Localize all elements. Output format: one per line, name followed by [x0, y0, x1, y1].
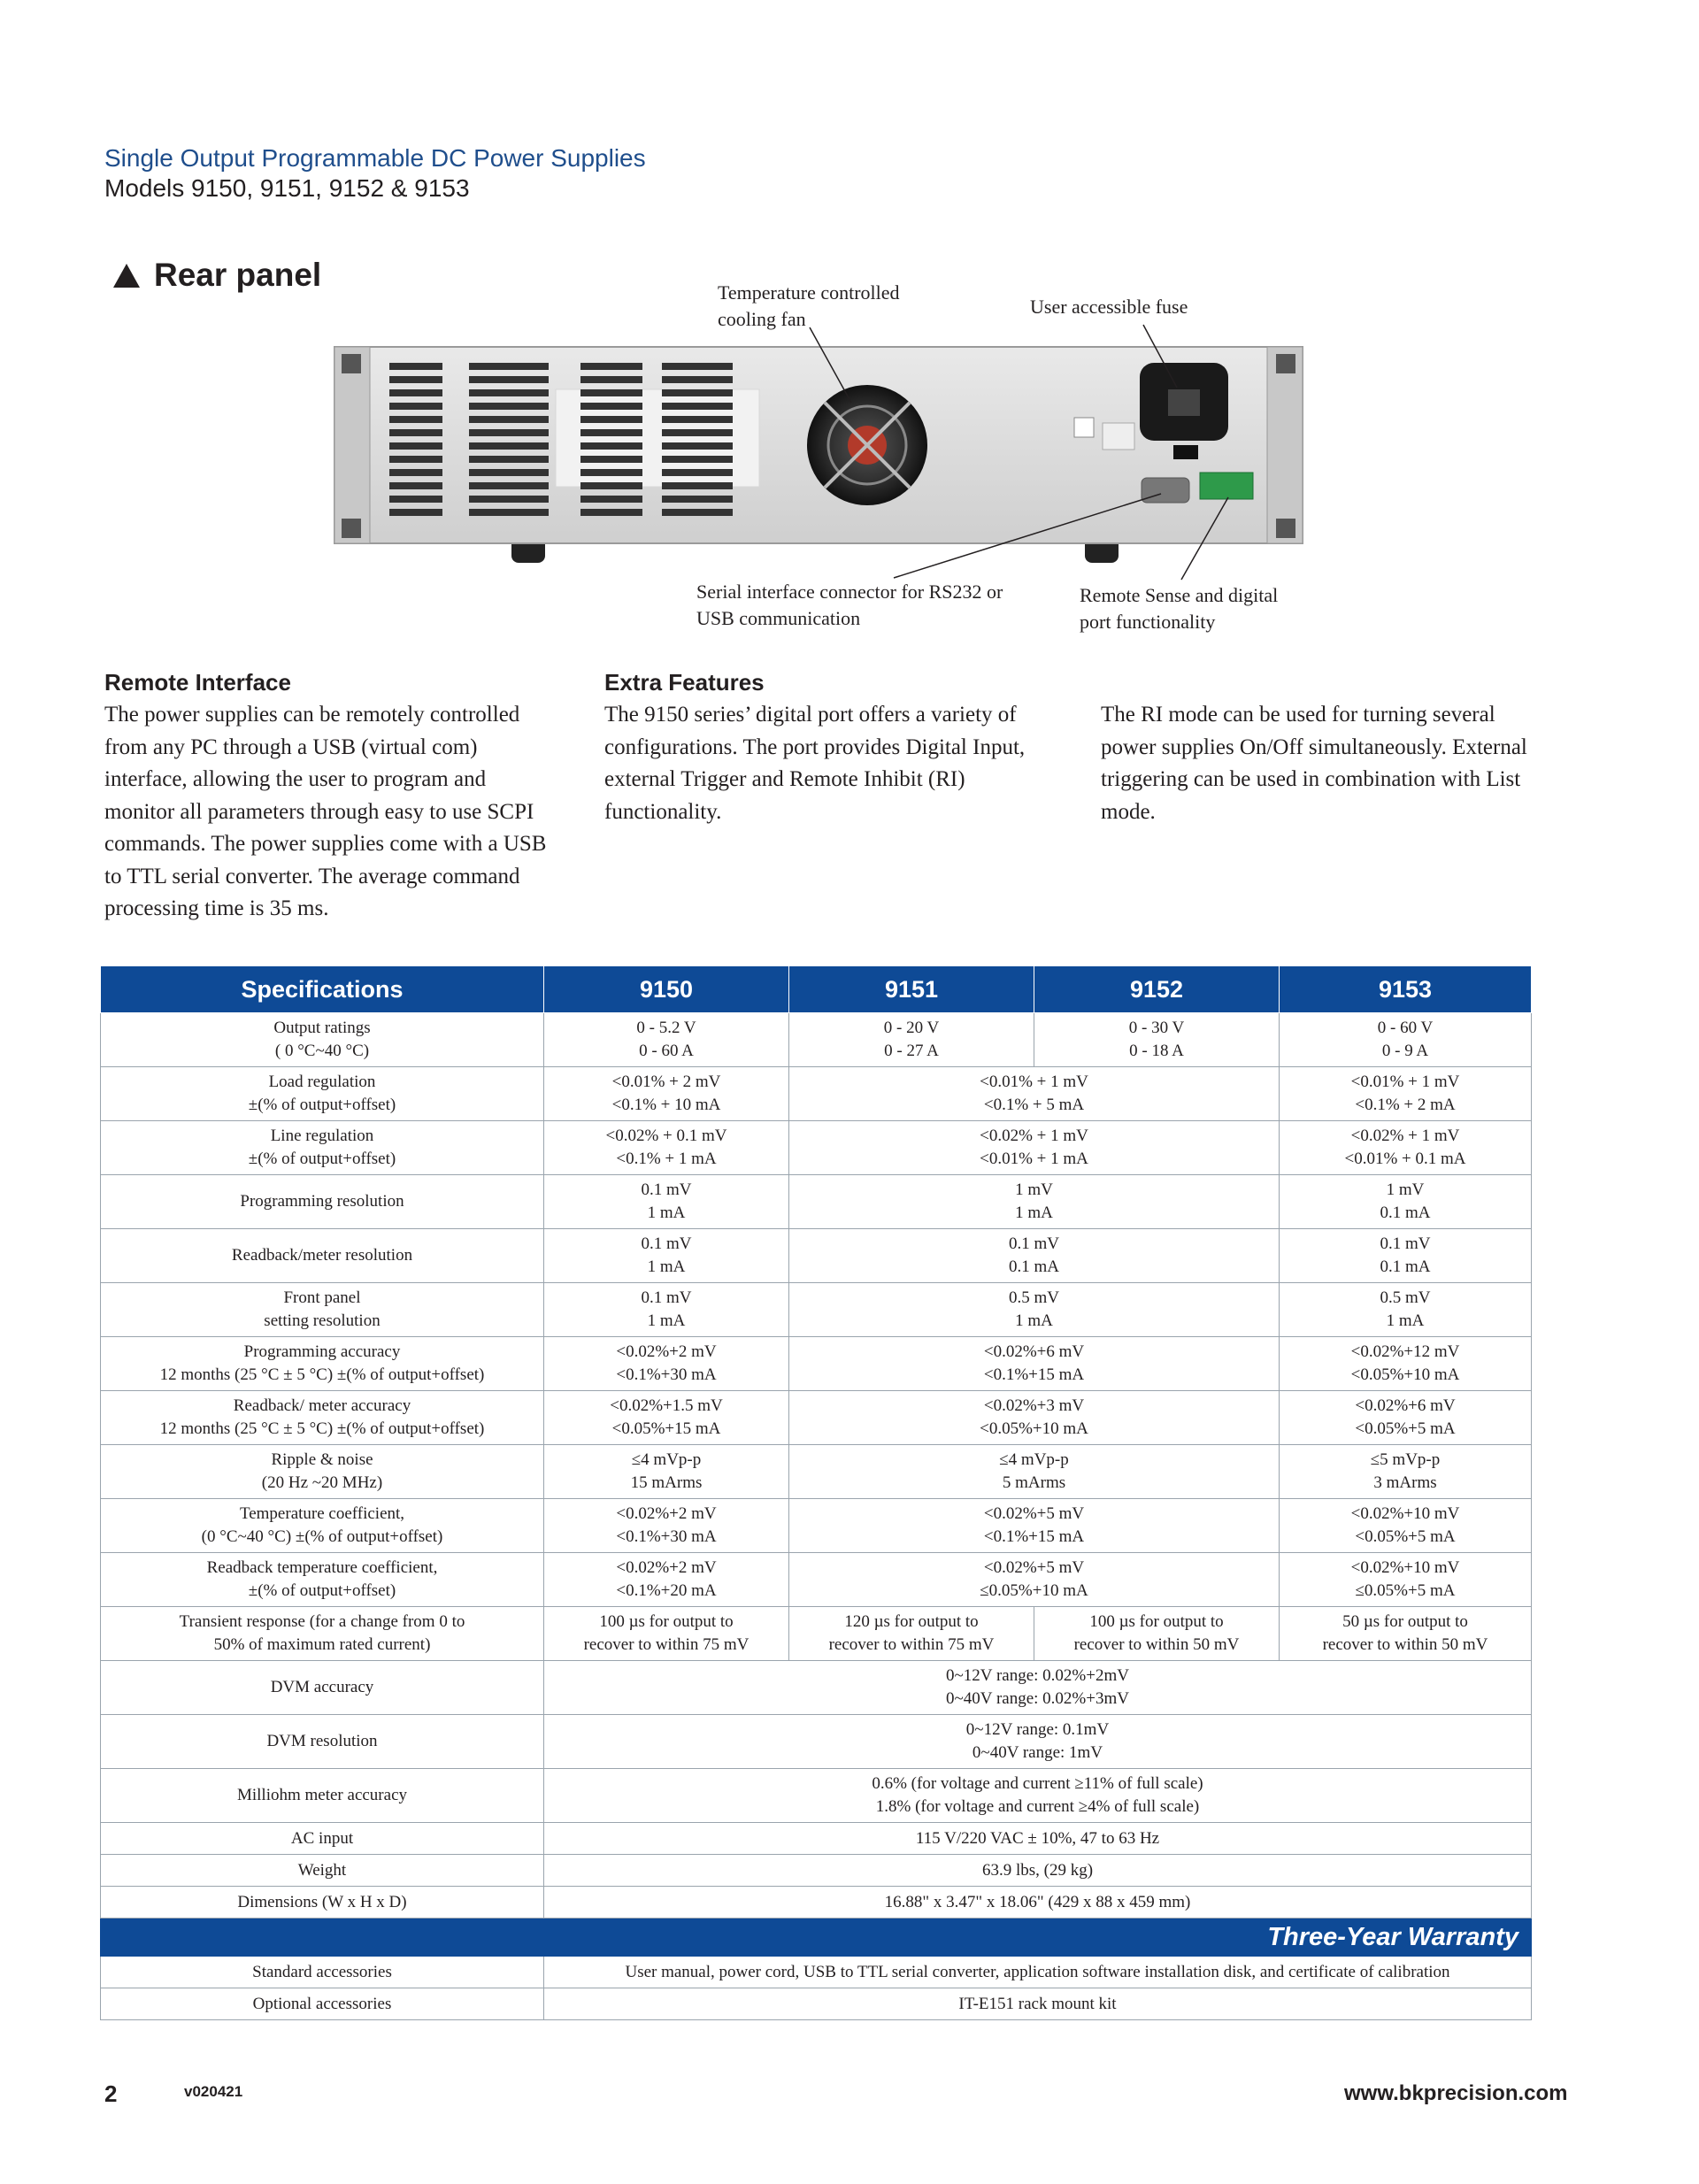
value-line: <0.1% + 10 mA	[611, 1096, 721, 1114]
value-line: <0.02%+2 mV	[616, 1558, 717, 1577]
row-label	[101, 1337, 544, 1391]
document-models: Models 9150, 9151, 9152 & 9153	[104, 174, 470, 202]
value-line: <0.02% + 1 mV	[1350, 1127, 1460, 1145]
value-line: 120 µs for output to	[844, 1612, 979, 1631]
table-row	[101, 1283, 1532, 1337]
value-line: <0.1%+20 mA	[616, 1581, 717, 1600]
row-label	[101, 1283, 544, 1337]
cell-9150	[544, 1175, 789, 1229]
ri-mode-line: The RI mode can be used for turning several	[1101, 703, 1495, 727]
value-line: 0~40V range: 1mV	[972, 1743, 1103, 1762]
cell-9153	[1280, 1391, 1532, 1445]
cell-9150	[544, 1013, 789, 1067]
value-line: 15 mArms	[630, 1473, 703, 1492]
callout-sense	[1080, 582, 1278, 635]
cell-9153	[1280, 1067, 1532, 1121]
cell-all-models: 16.88" x 3.47" x 18.06" (429 x 88 x 459 mm)	[544, 1887, 1532, 1919]
row-label	[101, 1013, 544, 1067]
value-line: <0.02%+5 mV	[983, 1504, 1085, 1523]
value-line: 0 - 5.2 V	[636, 1019, 696, 1037]
ri-mode-line: power supplies On/Off simultaneously. External	[1101, 734, 1527, 759]
table-row	[101, 1499, 1532, 1553]
website-link[interactable]: www.bkprecision.com	[1344, 2081, 1568, 2105]
value-line: 0.1 mV	[1380, 1234, 1431, 1253]
callout-serial-line-2: USB communication	[696, 607, 861, 629]
row-label: Standard accessories	[101, 1957, 544, 1988]
value-line: 100 µs for output to	[599, 1612, 734, 1631]
cell-9150	[544, 1337, 789, 1391]
value-line: recover to within 75 mV	[583, 1635, 750, 1654]
cell-9153	[1280, 1283, 1532, 1337]
callout-fan	[718, 280, 900, 333]
table-row	[101, 1229, 1532, 1283]
remote-interface-line: interface, allowing the user to program and	[104, 767, 487, 791]
rail-left	[334, 347, 370, 543]
power-inlet-socket	[1168, 389, 1200, 416]
value-line: 0.5 mV	[1009, 1288, 1059, 1307]
value-line: 0~12V range: 0.1mV	[965, 1720, 1110, 1739]
value-line: <0.02%+5 mV	[983, 1558, 1085, 1577]
header-9153: 9153	[1280, 966, 1532, 1013]
value-line: 0.1 mV	[641, 1180, 692, 1199]
table-row	[101, 1067, 1532, 1121]
value-line: 0.1 mV	[641, 1288, 692, 1307]
remote-sense-terminal	[1200, 473, 1253, 499]
value-line: 0 - 60 V	[1377, 1019, 1434, 1037]
table-row	[101, 1957, 1532, 1988]
value-line: 50 µs for output to	[1342, 1612, 1468, 1631]
header-specifications: Specifications	[101, 966, 544, 1013]
value-line: 0 - 18 A	[1129, 1042, 1184, 1060]
label-line: setting resolution	[264, 1311, 381, 1330]
rating-label	[1103, 423, 1134, 450]
label-line: 12 months (25 °C ± 5 °C) ±(% of output+offset)	[159, 1365, 485, 1384]
cell-all-models	[544, 1715, 1532, 1769]
value-line: 1.8% (for voltage and current ≥4% of full scale)	[875, 1797, 1200, 1816]
value-line: <0.1% + 5 mA	[983, 1096, 1085, 1114]
table-row	[101, 1013, 1532, 1067]
cell-9150	[544, 1283, 789, 1337]
cell-9153	[1280, 1013, 1532, 1067]
value-line: <0.01% + 0.1 mA	[1344, 1150, 1466, 1168]
cell-9151	[789, 1013, 1034, 1067]
cell-9153	[1280, 1121, 1532, 1175]
label-line: ±(% of output+offset)	[248, 1581, 396, 1600]
callout-fuse: User accessible fuse	[1030, 296, 1188, 318]
header-9152: 9152	[1034, 966, 1280, 1013]
label-line: 12 months (25 °C ± 5 °C) ±(% of output+offset)	[159, 1419, 485, 1438]
value-line: 0.1 mA	[1380, 1257, 1431, 1276]
value-line: <0.02%+12 mV	[1350, 1342, 1460, 1361]
label-line: Front panel	[283, 1288, 361, 1307]
header-9151: 9151	[789, 966, 1034, 1013]
ri-mode-line: mode.	[1101, 799, 1156, 824]
row-label: AC input	[101, 1823, 544, 1855]
table-row	[101, 1121, 1532, 1175]
callout-sense-line-1: Remote Sense and digital	[1080, 584, 1279, 606]
value-line: ≤5 mVp-p	[1370, 1450, 1441, 1469]
value-line: <0.1%+15 mA	[983, 1527, 1085, 1546]
value-line: 1 mA	[647, 1204, 686, 1222]
cell-all-models: User manual, power cord, USB to TTL serial converter, application software installation disk, and certificate of calibration	[544, 1957, 1532, 1988]
cell-9153	[1280, 1445, 1532, 1499]
cell-9150	[544, 1391, 789, 1445]
value-line: recover to within 75 mV	[828, 1635, 995, 1654]
table-row	[101, 1553, 1532, 1607]
value-line: ≤0.05%+5 mA	[1355, 1581, 1456, 1600]
table-row	[101, 1887, 1532, 1919]
rail-hole	[1276, 354, 1295, 373]
value-line: <0.02%+2 mV	[616, 1504, 717, 1523]
warranty-row	[101, 1919, 1532, 1957]
row-label	[101, 1553, 544, 1607]
rail-hole	[342, 519, 361, 538]
label-line: (20 Hz ~20 MHz)	[261, 1473, 383, 1492]
value-line: 100 µs for output to	[1089, 1612, 1224, 1631]
row-label: DVM resolution	[101, 1715, 544, 1769]
value-line: <0.1% + 1 mA	[616, 1150, 717, 1168]
value-line: <0.1%+30 mA	[616, 1365, 717, 1384]
value-line: <0.01% + 1 mA	[980, 1150, 1088, 1168]
value-line: 0 - 30 V	[1128, 1019, 1185, 1037]
cell-9151-9152	[789, 1229, 1280, 1283]
remote-interface-line: The power supplies can be remotely controlled	[104, 703, 520, 727]
table-row	[101, 1855, 1532, 1887]
row-label: Optional accessories	[101, 1988, 544, 2020]
value-line: <0.05%+10 mA	[1350, 1365, 1460, 1384]
cell-9150	[544, 1445, 789, 1499]
label-line: Temperature coefficient,	[239, 1504, 405, 1523]
remote-interface-line: processing time is 35 ms.	[104, 896, 329, 920]
value-line: <0.02%+2 mV	[616, 1342, 717, 1361]
table-row	[101, 1988, 1532, 2020]
table-row	[101, 1391, 1532, 1445]
value-line: <0.01% + 1 mV	[1350, 1073, 1460, 1091]
label-line: ( 0 °C~40 °C)	[274, 1042, 370, 1060]
voltage-switch	[1173, 445, 1198, 459]
value-line: 1 mA	[1015, 1204, 1053, 1222]
extra-features-heading: Extra Features	[604, 669, 765, 696]
extra-features-line: The 9150 series’ digital port offers a variety of	[604, 703, 1017, 727]
remote-interface-line: from any PC through a USB (virtual com)	[104, 734, 478, 759]
remote-interface-line: to TTL serial converter. The average command	[104, 864, 520, 888]
table-row	[101, 1607, 1532, 1661]
value-line: 3 mArms	[1373, 1473, 1437, 1492]
value-line: 0 - 60 A	[639, 1042, 694, 1060]
remote-interface-text	[104, 699, 546, 926]
label-line: Output ratings	[273, 1019, 371, 1037]
row-label	[101, 1121, 544, 1175]
extra-features-line: functionality.	[604, 799, 722, 824]
value-line: 0 - 9 A	[1381, 1042, 1429, 1060]
cell-9151-9152	[789, 1067, 1280, 1121]
rear-panel-heading-text: Rear panel	[154, 257, 322, 293]
value-line: <0.02%+1.5 mV	[610, 1396, 723, 1415]
row-label	[101, 1607, 544, 1661]
serial-connector	[1142, 478, 1189, 503]
cell-9151-9152	[789, 1175, 1280, 1229]
cell-9152	[1034, 1013, 1280, 1067]
label-line: Load regulation	[268, 1073, 376, 1091]
label-line: Readback/ meter accuracy	[233, 1396, 411, 1415]
extra-features-line: configurations. The port provides Digital Input,	[604, 734, 1026, 759]
cell-9150	[544, 1607, 789, 1661]
table-row	[101, 1175, 1532, 1229]
row-label	[101, 1445, 544, 1499]
remote-interface-heading: Remote Interface	[104, 669, 291, 696]
label-line: Transient response (for a change from 0 to	[179, 1612, 465, 1631]
value-line: <0.1%+30 mA	[616, 1527, 717, 1546]
value-line: <0.1% + 2 mA	[1355, 1096, 1456, 1114]
cell-9151-9152	[789, 1499, 1280, 1553]
row-label: Readback/meter resolution	[101, 1229, 544, 1283]
value-line: 0.1 mA	[1009, 1257, 1059, 1276]
row-label: Milliohm meter accuracy	[101, 1769, 544, 1823]
value-line: <0.02%+10 mV	[1350, 1558, 1460, 1577]
row-label: Programming resolution	[101, 1175, 544, 1229]
value-line: ≤0.05%+10 mA	[980, 1581, 1088, 1600]
value-line: <0.02% + 0.1 mV	[605, 1127, 727, 1145]
value-line: <0.02%+6 mV	[983, 1342, 1085, 1361]
cell-9153	[1280, 1229, 1532, 1283]
cell-9151-9152	[789, 1445, 1280, 1499]
cell-9153	[1280, 1175, 1532, 1229]
value-line: recover to within 50 mV	[1322, 1635, 1488, 1654]
label-line: Readback temperature coefficient,	[206, 1558, 438, 1577]
row-label: Weight	[101, 1855, 544, 1887]
table-row	[101, 1661, 1532, 1715]
label-line: 50% of maximum rated current)	[213, 1635, 431, 1654]
callout-sense-line-2: port functionality	[1080, 611, 1216, 633]
cell-9153	[1280, 1553, 1532, 1607]
value-line: <0.02%+3 mV	[983, 1396, 1085, 1415]
value-line: 0.1 mV	[641, 1234, 692, 1253]
rail-right	[1267, 347, 1303, 543]
warning-label	[1074, 418, 1094, 437]
cell-9150	[544, 1553, 789, 1607]
rail-hole	[1276, 519, 1295, 538]
document-series-title: Single Output Programmable DC Power Supplies	[104, 144, 646, 172]
cell-9151-9152	[789, 1337, 1280, 1391]
value-line: <0.02%+10 mV	[1350, 1504, 1460, 1523]
value-line: <0.05%+5 mA	[1355, 1419, 1456, 1438]
cell-9150	[544, 1121, 789, 1175]
cell-9151-9152	[789, 1283, 1280, 1337]
label-line: Ripple & noise	[271, 1450, 373, 1469]
cell-all-models: 63.9 lbs, (29 kg)	[544, 1855, 1532, 1887]
value-line: 0.1 mA	[1380, 1204, 1431, 1222]
value-line: <0.01% + 1 mV	[980, 1073, 1088, 1091]
row-label	[101, 1391, 544, 1445]
value-line: ≤4 mVp-p	[999, 1450, 1069, 1469]
value-line: 1 mV	[1015, 1180, 1053, 1199]
value-line: 0 - 27 A	[884, 1042, 939, 1060]
label-line: (0 °C~40 °C) ±(% of output+offset)	[201, 1527, 443, 1546]
cell-9150	[544, 1229, 789, 1283]
cell-all-models	[544, 1661, 1532, 1715]
label-line: ±(% of output+offset)	[248, 1150, 396, 1168]
cell-9151	[789, 1607, 1034, 1661]
value-line: 1 mV	[1386, 1180, 1425, 1199]
table-row	[101, 1445, 1532, 1499]
row-label	[101, 1067, 544, 1121]
row-label	[101, 1499, 544, 1553]
cell-9152	[1034, 1607, 1280, 1661]
cell-all-models: IT-E151 rack mount kit	[544, 1988, 1532, 2020]
value-line: 0.6% (for voltage and current ≥11% of full scale)	[872, 1774, 1203, 1793]
rail-hole	[342, 354, 361, 373]
cell-9151-9152	[789, 1391, 1280, 1445]
cell-all-models: 115 V/220 VAC ± 10%, 47 to 63 Hz	[544, 1823, 1532, 1855]
cell-9153	[1280, 1499, 1532, 1553]
row-label: Dimensions (W x H x D)	[101, 1887, 544, 1919]
table-header-row	[101, 966, 1532, 1013]
value-line: <0.05%+5 mA	[1355, 1527, 1456, 1546]
callout-serial	[696, 579, 1003, 632]
remote-interface-line: commands. The power supplies come with a USB	[104, 832, 547, 856]
value-line: <0.05%+15 mA	[611, 1419, 721, 1438]
rear-panel-photo	[0, 0, 1699, 673]
callout-fan-line-2: cooling fan	[718, 308, 806, 330]
callout-fan-line-1: Temperature controlled	[718, 281, 900, 304]
value-line: 0~40V range: 0.02%+3mV	[946, 1689, 1129, 1708]
ri-mode-text	[1101, 699, 1527, 828]
label-line: Line regulation	[270, 1127, 374, 1145]
value-line: recover to within 50 mV	[1073, 1635, 1240, 1654]
row-label: DVM accuracy	[101, 1661, 544, 1715]
value-line: 0.1 mV	[1009, 1234, 1059, 1253]
page-number: 2	[104, 2080, 118, 2107]
value-line: <0.05%+10 mA	[980, 1419, 1088, 1438]
table-row	[101, 1769, 1532, 1823]
value-line: 1 mA	[1015, 1311, 1053, 1330]
cell-9151-9152	[789, 1121, 1280, 1175]
value-line: 0 - 20 V	[883, 1019, 940, 1037]
value-line: 0~12V range: 0.02%+2mV	[946, 1666, 1129, 1685]
value-line: <0.01% + 2 mV	[611, 1073, 721, 1091]
label-line: Programming accuracy	[243, 1342, 401, 1361]
cell-all-models	[544, 1769, 1532, 1823]
extra-features-text	[604, 699, 1025, 828]
value-line: 1 mA	[1386, 1311, 1425, 1330]
value-line: <0.02%+6 mV	[1355, 1396, 1456, 1415]
extra-features-line: external Trigger and Remote Inhibit (RI)	[604, 767, 965, 791]
remote-interface-line: monitor all parameters through easy to use SCPI	[104, 799, 534, 824]
table-row	[101, 1715, 1532, 1769]
value-line: 1 mA	[647, 1257, 686, 1276]
value-line: 5 mArms	[1002, 1473, 1066, 1492]
cell-9151-9152	[789, 1553, 1280, 1607]
cell-9150	[544, 1067, 789, 1121]
ri-mode-line: triggering can be used in combination with List	[1101, 767, 1521, 791]
version-code: v020421	[184, 2083, 243, 2100]
specifications-table	[100, 965, 1532, 2020]
callout-serial-line-1: Serial interface connector for RS232 or	[696, 581, 1003, 603]
header-9150: 9150	[544, 966, 789, 1013]
cell-9150	[544, 1499, 789, 1553]
cell-9153	[1280, 1607, 1532, 1661]
cell-9153	[1280, 1337, 1532, 1391]
table-row	[101, 1823, 1532, 1855]
table-row	[101, 1337, 1532, 1391]
value-line: ≤4 mVp-p	[631, 1450, 702, 1469]
warranty-banner: Three-Year Warranty	[101, 1919, 1532, 1957]
label-line: ±(% of output+offset)	[248, 1096, 396, 1114]
value-line: 1 mA	[647, 1311, 686, 1330]
value-line: <0.1%+15 mA	[983, 1365, 1085, 1384]
value-line: 0.5 mV	[1380, 1288, 1431, 1307]
value-line: <0.02% + 1 mV	[980, 1127, 1088, 1145]
